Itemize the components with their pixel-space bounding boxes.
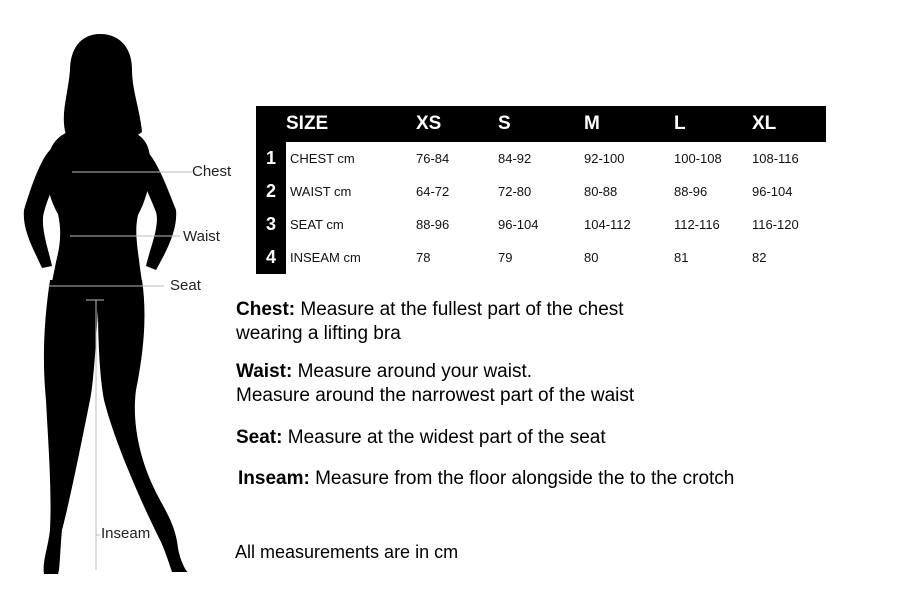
seat-term: Seat: (236, 427, 283, 448)
row-number: 1 (256, 142, 286, 175)
cell-value: 104-112 (584, 217, 631, 232)
size-chart-table (256, 106, 826, 274)
cell-value: 108-116 (752, 151, 799, 166)
silhouette-svg (0, 0, 240, 600)
chest-term: Chest: (236, 299, 296, 320)
cell-value: 84-92 (498, 151, 532, 166)
size-xs-header: XS (416, 106, 498, 142)
seat-description (236, 426, 606, 450)
chest-description (236, 298, 624, 346)
chest-text-line2: wearing a lifting bra (236, 323, 401, 344)
cell-value: 80 (584, 250, 599, 265)
cell-value: 80-88 (584, 184, 618, 199)
waist-label: Waist (183, 228, 220, 245)
table-row-waist (256, 175, 826, 208)
cell-value: 78 (416, 250, 431, 265)
cell-value: 79 (498, 250, 513, 265)
table-row-seat (256, 208, 826, 241)
row-label: WAIST cm (290, 184, 352, 199)
chest-text-line1: Measure at the fullest part of the chest (295, 299, 624, 320)
cell-value: 81 (674, 250, 689, 265)
size-m-header: M (584, 106, 674, 142)
header-num-cell (256, 106, 286, 142)
size-header: SIZE (286, 106, 416, 142)
waist-text-line1: Measure around your waist. (292, 361, 533, 382)
row-label: CHEST cm (290, 151, 355, 166)
waist-text-line2: Measure around the narrowest part of the waist (236, 385, 635, 406)
seat-label: Seat (170, 277, 201, 294)
cell-value: 96-104 (752, 184, 793, 199)
chest-label: Chest (192, 163, 232, 180)
table-header-row (256, 106, 826, 142)
cell-value: 88-96 (674, 184, 708, 199)
size-l-header: L (674, 106, 752, 142)
cell-value: 82 (752, 250, 767, 265)
body-silhouette-figure (0, 0, 240, 600)
row-number: 2 (256, 175, 286, 208)
cell-value: 64-72 (416, 184, 450, 199)
row-label: SEAT cm (290, 217, 344, 232)
size-s-header: S (498, 106, 584, 142)
units-note: All measurements are in cm (235, 542, 459, 562)
cell-value: 88-96 (416, 217, 450, 232)
waist-description (236, 360, 634, 408)
size-xl-header: XL (752, 106, 826, 142)
cell-value: 92-100 (584, 151, 625, 166)
cell-value: 76-84 (416, 151, 450, 166)
cell-value: 72-80 (498, 184, 532, 199)
cell-value: 116-120 (752, 217, 799, 232)
waist-term: Waist: (236, 361, 293, 382)
row-number: 4 (256, 241, 286, 274)
inseam-label: Inseam (101, 525, 151, 542)
cell-value: 112-116 (674, 217, 720, 232)
table-row-chest (256, 142, 826, 175)
cell-value: 100-108 (674, 151, 722, 166)
table-row-inseam (256, 241, 826, 274)
inseam-text-line1: Measure from the floor alongside the to the crotch (309, 468, 735, 489)
silhouette-shape (24, 34, 188, 574)
cell-value: 96-104 (498, 217, 539, 232)
inseam-description (238, 467, 734, 491)
row-number: 3 (256, 208, 286, 241)
inseam-term: Inseam: (238, 468, 310, 489)
row-label: INSEAM cm (290, 250, 361, 265)
seat-text-line1: Measure at the widest part of the seat (282, 427, 606, 448)
